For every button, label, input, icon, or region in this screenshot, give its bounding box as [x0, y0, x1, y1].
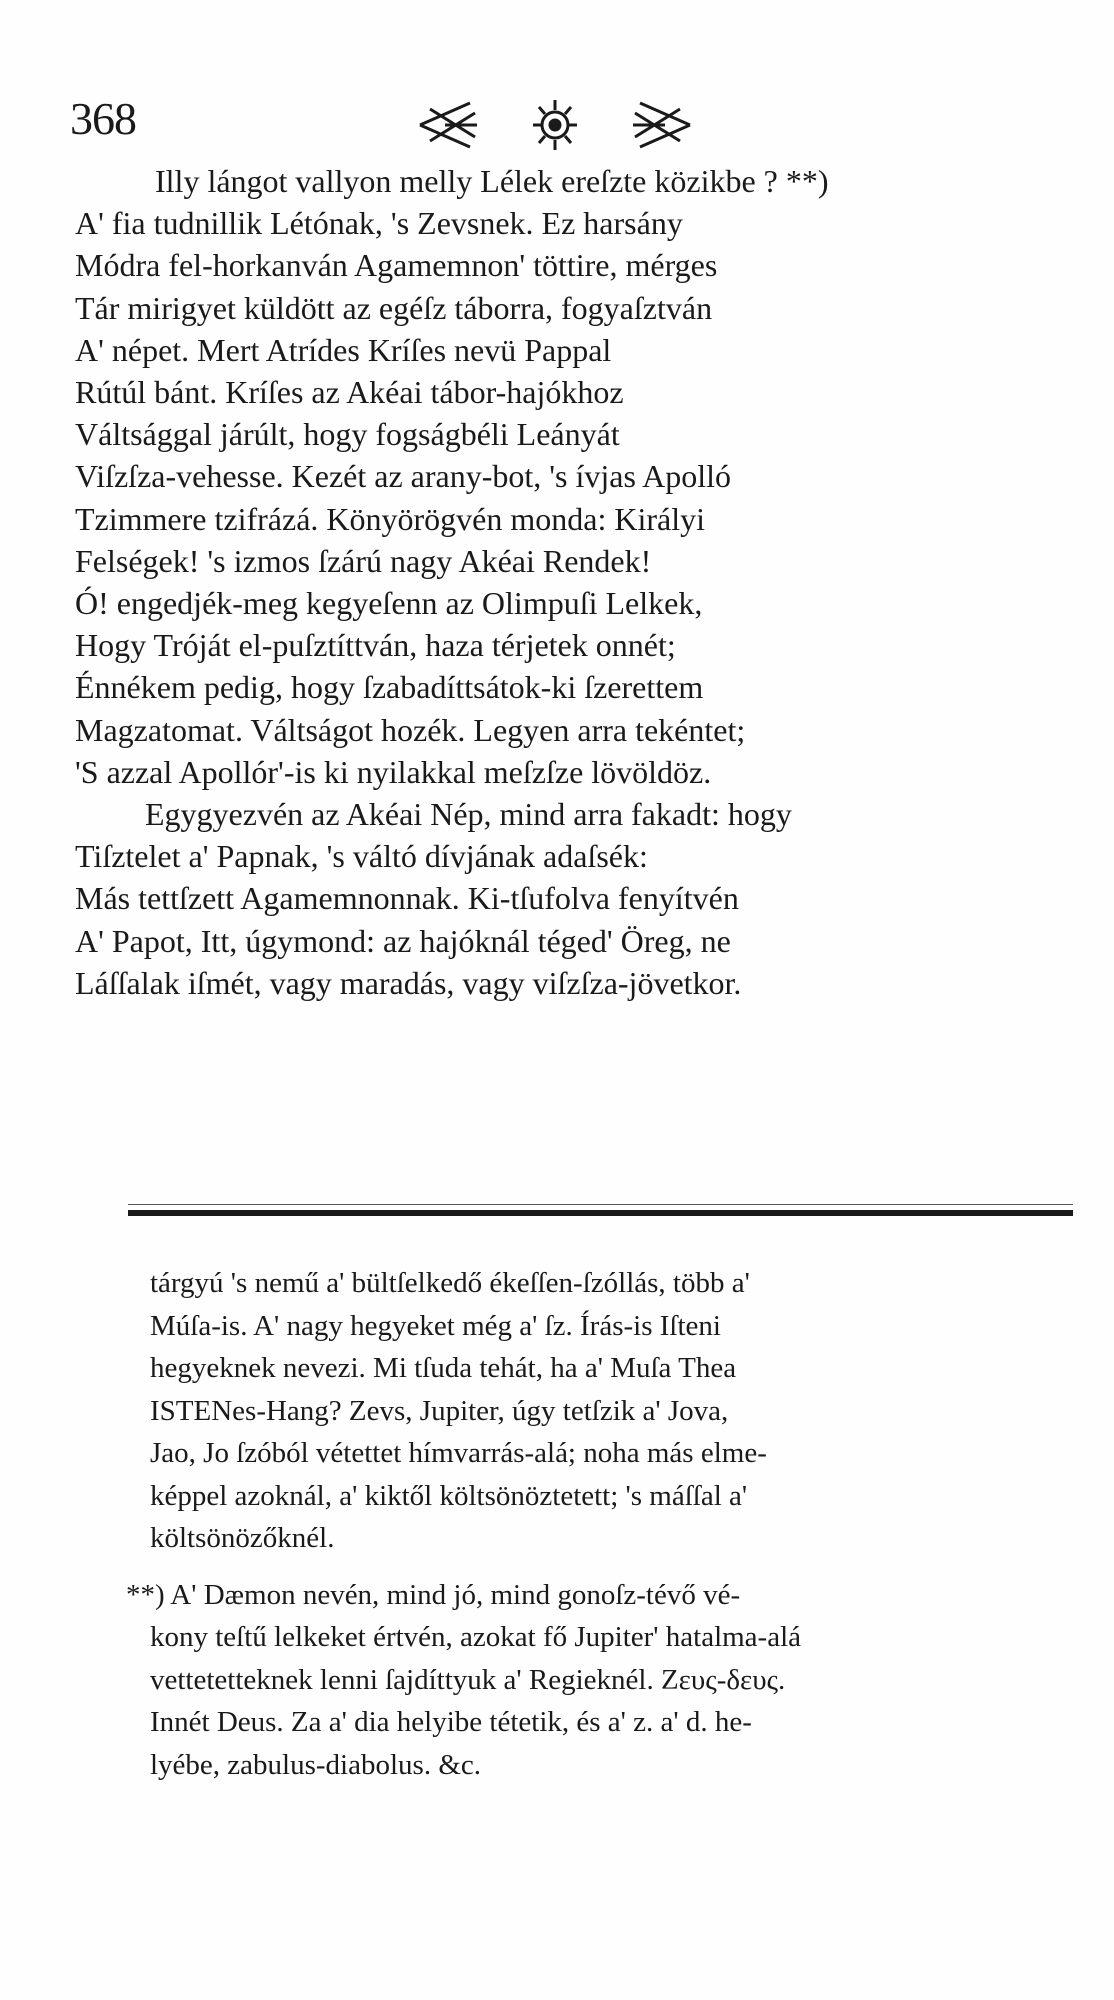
verse-line: Tár mirigyet küldött az egéſz táborra, fogyaſztván [75, 289, 713, 326]
footnote-line: vettetetteknek lenni ſajdíttyuk a' Regieknél. Ζευς-δευς. [150, 1663, 786, 1696]
verse-line: Énnékem pedig, hogy ſzabadíttsátok-ki ſzerettem [75, 669, 704, 706]
verse-line: 'S azzal Apollór'-is ki nyilakkal meſzſze lövöldöz. [75, 753, 712, 790]
footnote-divider-hairline [128, 1204, 1073, 1205]
verse-line: Hogy Tróját el-puſztíttván, haza térjetek onnét; [75, 627, 676, 664]
footnote-line: kony teſtű lelkeket értvén, azokat fő Jupiter' hatalma-alá [150, 1621, 802, 1653]
footnote-continued [150, 1262, 1060, 1560]
footnote-line: költsönözőknél. [150, 1522, 335, 1554]
footnote-line: Múſa-is. A' nagy hegyeket még a' ſz. Írás-is Iſteni [150, 1309, 721, 1342]
footnote-line: hegyeknek nevezi. Mi tſuda tehát, ha a' Muſa Thea [150, 1352, 737, 1384]
verse-line: A' Papot, Itt, úgymond: az hajóknál téged' Öreg, ne [75, 922, 731, 959]
verse-line: Rútúl bánt. Kríſes az Akéai tábor-hajókhoz [75, 374, 624, 411]
footnote-line: lyébe, zabulus-diabolus. &c. [150, 1748, 481, 1781]
verse-line: Váltsággal járúlt, hogy fogságbéli Leányát [75, 416, 620, 453]
footnote-line: **) A' Dæmon nevén, mind jó, mind gonoſz-tévő vé- [126, 1578, 741, 1611]
footnote-line: tárgyú 's nemű a' bültſelkedő ékeſſen-ſzóllás, több a' [150, 1267, 750, 1299]
verse-line: Láſſalak iſmét, vagy maradás, vagy viſzſza-jövetkor. [75, 964, 742, 1001]
footnotes [126, 1262, 1060, 1786]
verse-line: A' fia tudnillik Létónak, 's Zevsnek. Ez harsány [75, 205, 683, 242]
footnote-line: ISTENes-Hang? Zevs, Jupiter, úgy tetſzik a' Jova, [150, 1394, 729, 1427]
verse-line: Magzatomat. Váltságot hozék. Legyen arra tekéntet; [75, 711, 746, 748]
verse-line: Illy lángot vallyon melly Lélek ereſzte közikbe ? **) [155, 163, 829, 199]
footnote-gap [150, 1560, 1060, 1574]
verse-line: Tiſztelet a' Papnak, 's váltó dívjának adaſsék: [75, 838, 648, 875]
verse-line: Tzimmere tzifrázá. Könyörögvén monda: Királyi [75, 500, 705, 537]
verse-line: Ó! engedjék-meg kegyeſenn az Olimpuſi Lelkek, [75, 585, 703, 622]
footnote-line: képpel azoknál, a' kiktől költsönöztetett; 's máſſal a' [150, 1479, 748, 1512]
verse-line: Felségek! 's izmos ſzárú nagy Akéai Rendek! [75, 542, 652, 579]
ornamental-divider-icon [415, 95, 695, 155]
footnote-line: Jao, Jo ſzóból vétettet hímvarrás-alá; noha más elme- [150, 1437, 767, 1469]
verse-text [75, 160, 1065, 1004]
page-number: 368 [70, 93, 136, 144]
footnote-line: Innét Deus. Za a' dia helyibe tétetik, és a' z. a' d. he- [150, 1706, 752, 1738]
footnote-divider [128, 1210, 1073, 1216]
footnote-double-star [126, 1574, 1060, 1787]
verse-line: Más tettſzett Agamemnonnak. Ki-tſufolva fenyítvén [75, 880, 739, 917]
verse-line: Viſzſza-vehesse. Kezét az arany-bot, 's ívjas Apolló [75, 458, 732, 495]
verse-line: Egygyezvén az Akéai Nép, mind arra fakadt: hogy [145, 796, 792, 833]
verse-line: A' népet. Mert Atrídes Kríſes nevü Pappal [75, 331, 612, 368]
verse-line: Módra fel-horkanván Agamemnon' töttire, mérges [75, 247, 718, 284]
